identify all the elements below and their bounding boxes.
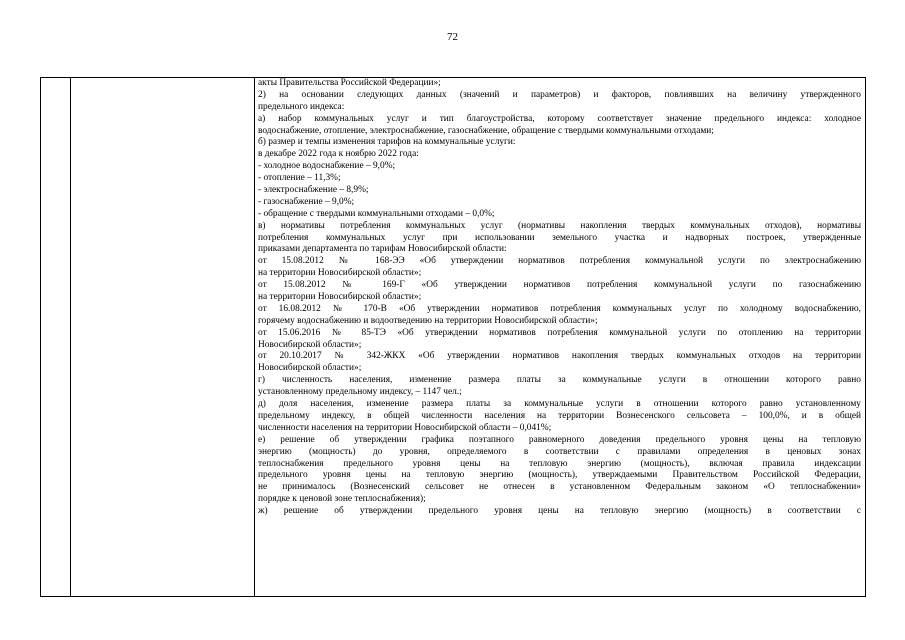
text-line: предельного индекса: xyxy=(258,101,345,112)
text-line: установленному предельному индексу, – 1147 чел.; xyxy=(258,387,462,398)
text-line: энергию (мощность) до уровня, определяемого в соответствии с правилами определения в ценовых зонах xyxy=(258,446,861,457)
text-line: предельного уровня цены на тепловую энергию (мощность), утверждаемыми Правительством Российской Федерации, xyxy=(258,470,861,481)
text-line: водоснабжение, отопление, электроснабжение, газоснабжение, обращение с твердыми коммунальными отходами; xyxy=(258,125,714,136)
text-line: в декабре 2022 года к ноябрю 2022 года: xyxy=(258,149,419,160)
text-line: от 15.08.2012 № 168-ЭЭ «Об утверждении нормативов потребления коммунальной услуги по электроснабжению xyxy=(258,256,861,267)
text-line: не принималось (Вознесенский сельсовет не отнесен в установленном Федеральным законом «О теплоснабжении» xyxy=(258,482,861,493)
text-line: Новосибирской области»; xyxy=(258,339,362,350)
text-line: потребления коммунальных услуг при использовании земельного участка и надворных построек, утвержденные xyxy=(258,232,861,243)
text-line: д) доля населения, изменение размера платы за коммунальные услуги в отношении которого равно установленному xyxy=(258,399,861,410)
text-line: - холодное водоснабжение – 9,0%; xyxy=(258,161,396,172)
text-line: акты Правительства Российской Федерации»; xyxy=(258,78,441,88)
text-line: от 15.06.2016 № 85-ТЭ «Об утверждении нормативов потребления коммунальной услуги по отоплению на территории xyxy=(258,327,861,338)
text-line: на территории Новосибирской области»; xyxy=(258,268,422,279)
text-line: - отопление – 11,3%; xyxy=(258,173,341,184)
text-line: предельному индексу, в общей численности населения на территории Вознесенского сельсовета – 100,0%, и в общей xyxy=(258,410,861,421)
text-line: - обращение с твердыми коммунальными отходами – 0,0%; xyxy=(258,208,495,219)
text-line: - электроснабжение – 8,9%; xyxy=(258,185,369,196)
page-number: 72 xyxy=(447,31,458,43)
text-line: теплоснабжения предельного уровня цены на тепловую энергию (мощность), включая правила индексации xyxy=(258,458,861,469)
text-line: от 15.08.2012 № 169-Г «Об утверждении нормативов потребления коммунальной услуги по газоснабжению xyxy=(258,280,861,291)
text-line: е) решение об утверждении графика поэтапного равномерного доведения предельного уровня цены на тепловую xyxy=(258,434,861,445)
text-line: б) размер и темпы изменения тарифов на коммунальные услуги: xyxy=(258,137,516,148)
text-line: на территории Новосибирской области»; xyxy=(258,292,422,303)
text-line: численности населения на территории Новосибирской области – 0,041%; xyxy=(258,422,552,433)
text-line: от 16.08.2012 № 170-В «Об утверждении нормативов потребления коммунальных услуг по холодному водоснабжению, xyxy=(258,303,861,314)
text-line: в) нормативы потребления коммунальных услуг (нормативы накопления твердых коммунальных отходов), нормативы xyxy=(258,220,861,231)
text-line: горячему водоснабжению и водоотведению на территории Новосибирской области»; xyxy=(258,315,598,326)
document-table xyxy=(40,77,866,597)
text-line: - газоснабжение – 9,0%; xyxy=(258,196,355,207)
table-column-text xyxy=(258,78,861,596)
text-line: от 20.10.2017 № 342-ЖКХ «Об утверждении нормативов накопления твердых коммунальных отходов на территории xyxy=(258,351,861,362)
text-line: приказами департамента по тарифам Новосибирской области: xyxy=(258,244,507,255)
text-line: порядке к ценовой зоне теплоснабжения); xyxy=(258,494,426,505)
text-line: а) набор коммунальных услуг и тип благоустройства, которому соответствует значение предельного индекса: холодное xyxy=(258,113,861,124)
text-line: 2) на основании следующих данных (значений и параметров) и факторов, повлиявших на величину утвержденного xyxy=(258,89,861,100)
text-line: г) численность населения, изменение размера платы за коммунальные услуги в отношении которого равно xyxy=(258,375,861,386)
table-column-name xyxy=(71,78,255,596)
table-column-number xyxy=(41,78,71,596)
text-line: ж) решение об утверждении предельного уровня цены на тепловую энергию (мощность) в соответствии с xyxy=(258,506,861,517)
text-line: Новосибирской области»; xyxy=(258,363,362,374)
